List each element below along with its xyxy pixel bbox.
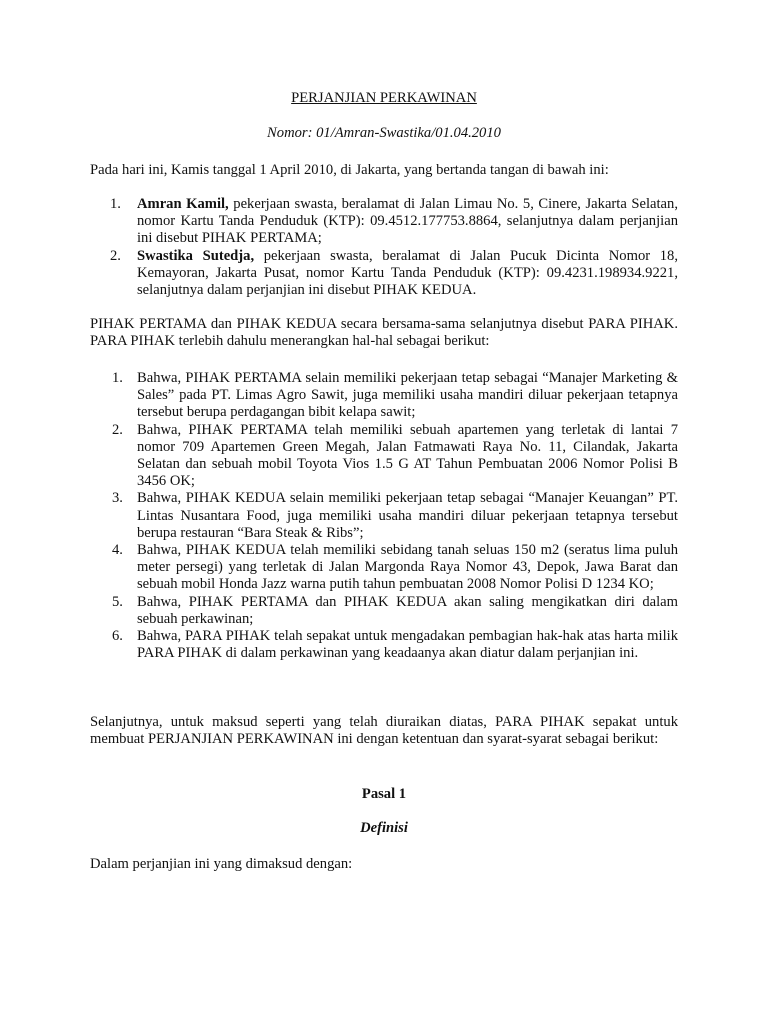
parties-list (90, 196, 678, 299)
list-item (90, 196, 678, 248)
list-number: 5. (112, 593, 123, 610)
definitions-intro: Dalam perjanjian ini yang dimaksud dengan: (90, 856, 353, 872)
recital-text: Bahwa, PIHAK KEDUA telah memiliki sebidang tanah seluas 150 m2 (seratus lima puluh meter persegi) yang terletak di Jalan Margonda Raya Nomor 43, Depok, Jawa Barat dan sebuah mobil Honda Jazz warna putih tahun pembuatan 2008 Nomor Polisi D 1234 KO; (137, 542, 678, 593)
list-item (90, 370, 678, 422)
list-number: 1. (112, 370, 123, 386)
list-item (90, 422, 678, 491)
party-name: Amran Kamil, (137, 196, 229, 212)
recital-text: Bahwa, PIHAK KEDUA selain memiliki pekerjaan tetap sebagai “Manajer Keuangan” PT. Lintas Nusantara Food, juga memiliki usaha mandiri diluar pekerjaan tetapnya tersebut berupa restauran “Bara Steak & Ribs”; (137, 490, 678, 541)
party-name: Swastika Sutedja, (137, 247, 255, 264)
list-number: 3. (112, 490, 123, 507)
recital-text: Bahwa, PIHAK PERTAMA telah memiliki sebuah apartemen yang terletak di lantai 7 nomor 709 Apartemen Green Megah, Jalan Fatmawati Raya No. 11, Cilandak, Jakarta Selatan dan sebuah mobil Toyota Vios 1.5 G AT Tahun Pembuatan 2006 Nomor Polisi B 3456 OK; (137, 421, 678, 490)
article-heading: Pasal 1 (361, 786, 407, 802)
list-item (90, 628, 678, 662)
party-description: pekerjaan swasta, beralamat di Jalan Pucuk Dicinta Nomor 18, Kemayoran, Jakarta Pusat, nomor Kartu Tanda Penduduk (KTP): 09.4231.198934.9221, selanjutnya dalam perjanjian ini disebut PIHAK KEDUA. (137, 247, 678, 299)
list-item (90, 594, 678, 628)
article-subheading: Definisi (360, 820, 408, 836)
document-title: PERJANJIAN PERKAWINAN (291, 90, 477, 106)
list-number: 2. (112, 421, 123, 438)
party-description: pekerjaan swasta, beralamat di Jalan Limau No. 5, Cinere, Jakarta Selatan, nomor Kartu Tanda Penduduk (KTP): 09.4512.177753.8864, selanjutnya dalam perjanjian ini disebut PIHAK PERTAMA; (137, 196, 678, 247)
recitals-list (90, 370, 678, 662)
recital-text: Bahwa, PARA PIHAK telah sepakat untuk mengadakan pembagian hak-hak atas harta milik PARA PIHAK di dalam perkawinan yang keadaanya akan diatur dalam perjanjian ini. (137, 628, 678, 662)
list-number: 6. (112, 628, 123, 645)
intro-paragraph: Pada hari ini, Kamis tanggal 1 April 2010, di Jakarta, yang bertanda tangan di bawah ini: (90, 162, 609, 178)
list-item (90, 542, 678, 594)
recital-text: Bahwa, PIHAK PERTAMA selain memiliki pekerjaan tetap sebagai “Manajer Marketing & Sales” pada PT. Limas Agro Sawit, juga memiliki usaha mandiri diluar pekerjaan tetapnya tersebut berupa perdagangan bibit kelapa sawit; (137, 370, 678, 421)
list-number: 1. (110, 196, 121, 212)
list-item (90, 490, 678, 542)
para-pihak-paragraph: PIHAK PERTAMA dan PIHAK KEDUA secara bersama-sama selanjutnya disebut PARA PIHAK. PARA PIHAK terlebih dahulu menerangkan hal-hal sebagai berikut: (90, 316, 678, 350)
recital-text: Bahwa, PIHAK PERTAMA dan PIHAK KEDUA akan saling mengikatkan diri dalam sebuah perkawinan; (137, 593, 678, 627)
list-number: 2. (110, 247, 121, 264)
agreement-paragraph: Selanjutnya, untuk maksud seperti yang telah diuraikan diatas, PARA PIHAK sepakat untuk membuat PERJANJIAN PERKAWINAN ini dengan ketentuan dan syarat-syarat sebagai berikut: (90, 714, 678, 748)
list-number: 4. (112, 542, 123, 559)
document-number: Nomor: 01/Amran-Swastika/01.04.2010 (267, 125, 501, 141)
list-item (90, 248, 678, 300)
